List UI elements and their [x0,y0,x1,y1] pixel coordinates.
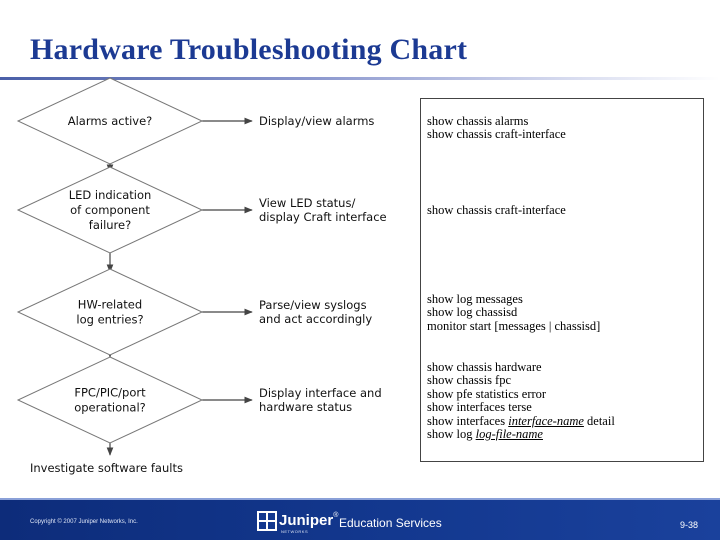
command-line [427,306,600,319]
registered-mark: ® [333,512,339,519]
decision-label: Alarms active? [67,114,153,128]
action-line: Display interface and [259,386,382,400]
brand-subtitle: NETWORKS [281,529,309,534]
final-step-label: Investigate software faults [30,461,183,475]
command-text: show chassis alarms [427,114,529,128]
command-line [427,320,600,333]
action-step-3 [259,298,372,326]
action-line: hardware status [259,400,353,414]
command-text: show interfaces terse [427,400,532,415]
action-line: Parse/view syslogs [259,298,367,312]
page-title: Hardware Troubleshooting Chart [30,33,468,66]
command-line [427,293,600,306]
education-services-label: Education Services [339,516,442,530]
decision-label: FPC/PIC/port [74,385,146,400]
decision-label: LED indication [68,188,152,202]
command-line [427,128,566,141]
command-line [427,115,566,128]
decision-label: of component [70,203,150,217]
command-argument: interface-name [508,413,584,428]
command-group-4 [427,361,615,441]
command-group-2 [427,204,566,217]
page-number: 9-38 [680,520,699,530]
command-text: show log [427,427,476,442]
action-step-4 [259,386,382,414]
command-text: show chassis craft-interface [427,203,566,217]
command-group-1 [427,115,566,142]
action-step-1 [259,114,374,128]
command-line [427,415,615,428]
action-line: View LED status/ [259,196,356,210]
decision-label: operational? [74,400,146,415]
command-text: show pfe statistics error [427,386,547,401]
command-line [427,204,566,217]
brand-name [279,512,338,529]
command-line [427,401,615,414]
command-text: show log messages [427,292,523,306]
command-text: show interfaces [427,413,509,428]
juniper-logo-icon [257,511,277,531]
decision-label: log entries? [76,312,144,327]
command-argument: log-file-name [475,427,543,442]
command-line [427,428,615,441]
command-group-3 [427,293,600,333]
decision-label: HW-related [77,297,143,312]
action-line: display Craft interface [259,210,387,224]
brand-text: Juniper [279,512,334,529]
action-step-2 [259,196,387,224]
command-text: show chassis craft-interface [427,127,566,142]
command-text: detail [583,413,615,428]
action-line: Display/view alarms [259,114,375,128]
decision-label: failure? [88,218,132,232]
command-text: show chassis fpc [427,373,512,388]
command-text: show log chassisd [427,305,518,320]
command-line [427,361,615,374]
copyright-text: Copyright © 2007 Juniper Networks, Inc. [30,519,138,525]
command-text: show chassis hardware [427,360,542,374]
command-line [427,374,615,387]
footer-bar [0,498,720,540]
command-line [427,388,615,401]
command-text: monitor start [messages | chassisd] [427,318,601,333]
action-line: and act accordingly [259,312,373,326]
